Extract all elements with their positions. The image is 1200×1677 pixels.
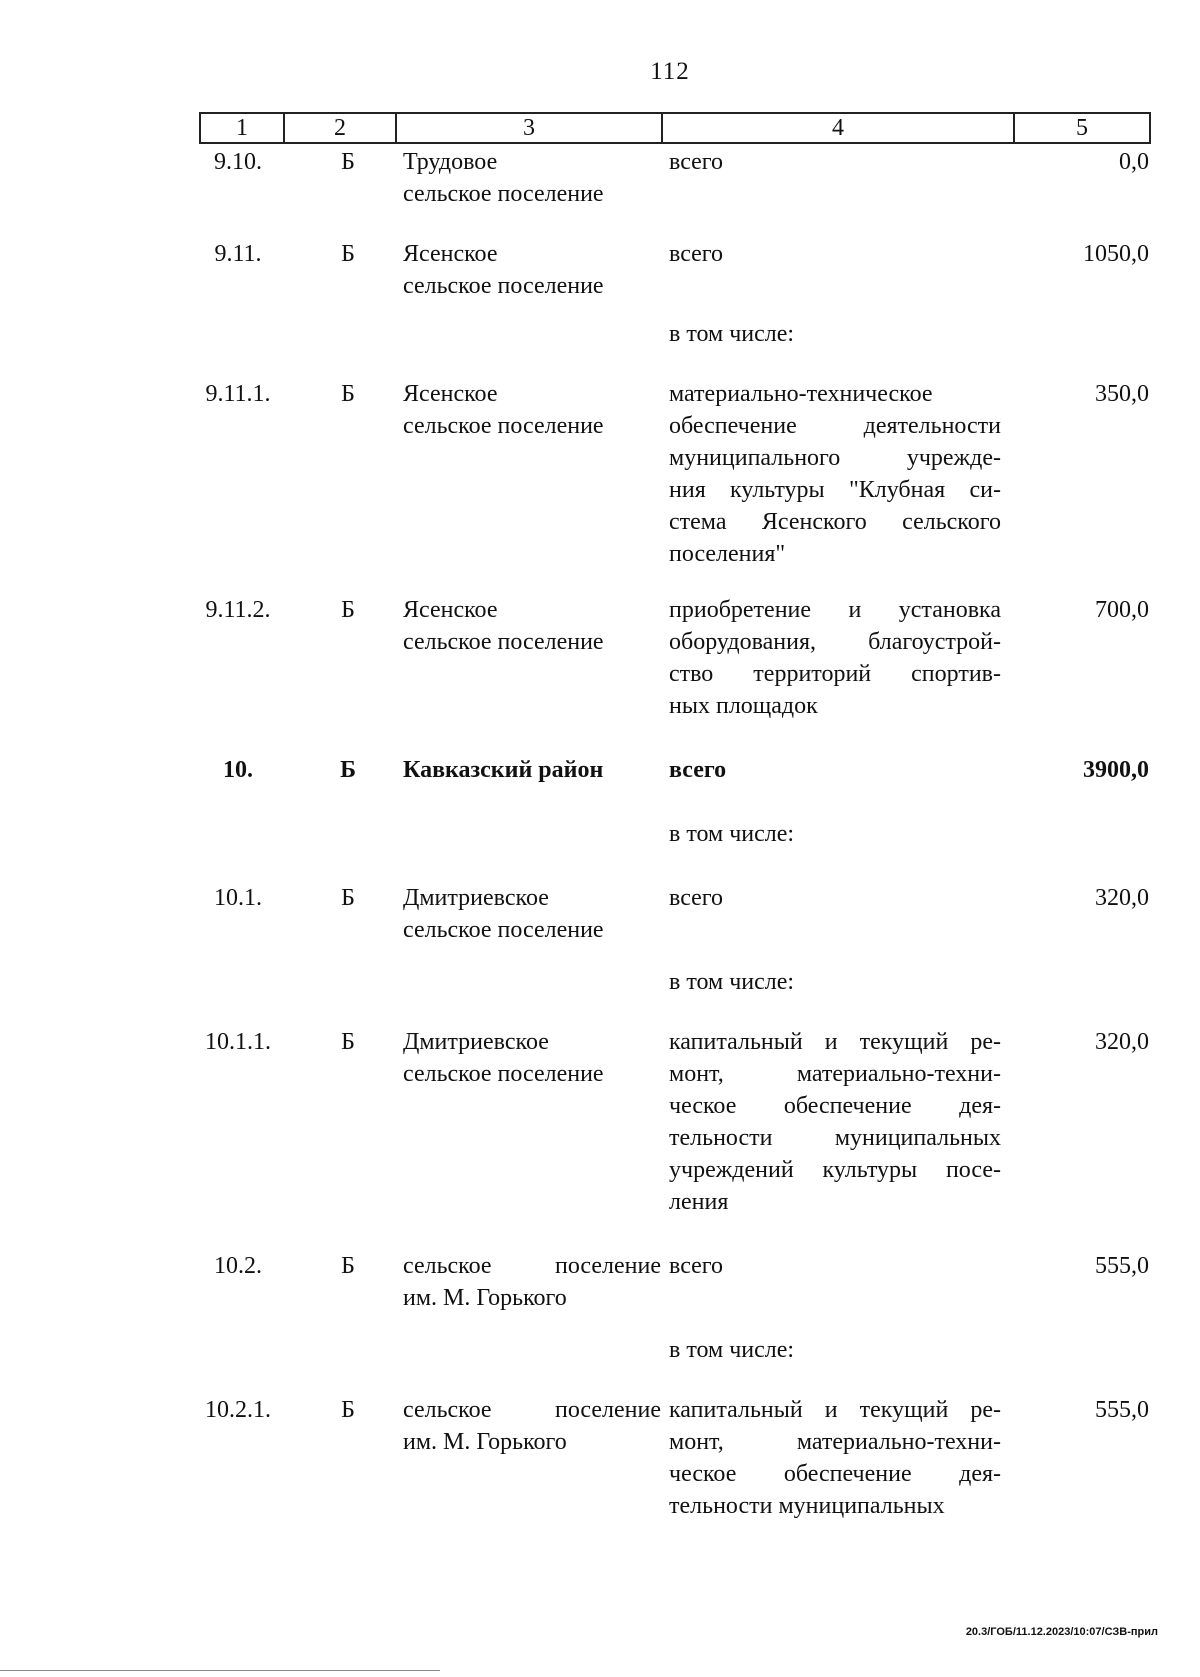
row-description-line: ческое обеспечение дея-	[669, 1093, 1001, 1119]
row-name	[395, 882, 661, 946]
row-description-line: приобретение и установка	[669, 597, 1001, 623]
table-row	[199, 882, 1151, 946]
row-category: Б	[341, 1397, 355, 1423]
table-row	[199, 238, 1151, 302]
row-amount: 555,0	[1095, 1253, 1149, 1279]
document-code: 20.3/ГОБ/11.12.2023/10:07/СЗВ-прил	[965, 1626, 1158, 1638]
row-description-line: всего	[669, 885, 724, 911]
table-row	[199, 594, 1151, 722]
row-name-line: Дмитриевское	[403, 885, 549, 911]
row-name	[395, 238, 661, 302]
row-category	[283, 818, 395, 850]
table-row	[199, 1334, 1151, 1366]
row-name	[395, 1334, 661, 1366]
row-name	[395, 966, 661, 998]
row-name-line: сельское поселение	[403, 1061, 604, 1087]
row-description	[661, 146, 1013, 210]
table-row	[199, 318, 1151, 350]
row-amount: 1050,0	[1083, 241, 1149, 267]
row-category: Б	[341, 597, 355, 623]
row-number	[199, 966, 283, 998]
row-name-line: Дмитриевское	[403, 1029, 549, 1055]
row-amount: 3900,0	[1083, 757, 1149, 783]
row-category: Б	[341, 149, 355, 175]
row-description-line: муниципального учрежде-	[669, 445, 1001, 471]
bottom-divider	[0, 1670, 440, 1671]
row-number: 10.2.	[214, 1253, 262, 1279]
row-description-line: в том числе:	[669, 321, 795, 347]
row-category	[283, 966, 395, 998]
row-amount: 320,0	[1095, 885, 1149, 911]
row-description-line: ных площадок	[669, 693, 818, 719]
row-amount	[1013, 318, 1151, 350]
row-name-line: сельское поселение	[403, 1397, 661, 1423]
row-amount	[1013, 966, 1151, 998]
row-name	[395, 1250, 661, 1314]
row-number: 10.1.	[214, 885, 262, 911]
row-description-line: капитальный и текущий ре-	[669, 1029, 1001, 1055]
row-description-line: всего	[669, 149, 724, 175]
row-description-line: ство территорий спортив-	[669, 661, 1001, 687]
row-description-line: стема Ясенского сельского	[669, 509, 1001, 535]
row-description	[661, 754, 1013, 786]
row-category: Б	[341, 885, 355, 911]
row-name-line: Трудовое	[403, 149, 498, 175]
row-amount: 700,0	[1095, 597, 1149, 623]
row-category: Б	[340, 757, 356, 783]
row-description-line: оборудования, благоустрой-	[669, 629, 1001, 655]
row-name	[395, 594, 661, 722]
table-header	[199, 112, 1151, 144]
row-name-line: сельское поселение	[403, 917, 604, 943]
row-description-line: монт, материально-техни-	[669, 1429, 1001, 1455]
table-row	[199, 1250, 1151, 1314]
row-number: 9.11.1.	[205, 381, 271, 407]
header-col-5: 5	[1076, 115, 1088, 141]
row-number	[199, 318, 283, 350]
row-name	[395, 1026, 661, 1218]
row-number	[199, 1334, 283, 1366]
row-description	[661, 1026, 1013, 1218]
row-description-line: поселения"	[669, 541, 786, 567]
table-row	[199, 754, 1151, 786]
row-description-line: в том числе:	[669, 821, 795, 847]
row-description-line: всего	[669, 1253, 724, 1279]
row-description-line: всего	[669, 757, 727, 783]
row-amount: 350,0	[1095, 381, 1149, 407]
table-row	[199, 378, 1151, 570]
header-col-3: 3	[397, 114, 663, 142]
row-description	[661, 318, 1013, 350]
header-col-1: 1	[201, 114, 285, 142]
table-row	[199, 1394, 1151, 1522]
row-name-line: Ясенское	[403, 597, 498, 623]
row-number: 9.10.	[214, 149, 262, 175]
row-category: Б	[341, 241, 355, 267]
row-description	[661, 594, 1013, 722]
row-category: Б	[341, 1029, 355, 1055]
row-number: 10.2.1.	[205, 1397, 271, 1423]
row-name-line: Ясенское	[403, 241, 498, 267]
row-description-line: в том числе:	[669, 969, 795, 995]
row-description	[661, 378, 1013, 570]
row-name	[395, 378, 661, 570]
row-name-line: сельское поселение	[403, 181, 604, 207]
row-name	[395, 146, 661, 210]
row-name-line: сельское поселение	[403, 413, 604, 439]
table-row	[199, 966, 1151, 998]
row-description	[661, 1334, 1013, 1366]
row-number: 10.1.1.	[205, 1029, 271, 1055]
row-category	[283, 318, 395, 350]
row-category: Б	[341, 381, 355, 407]
table-row	[199, 146, 1151, 210]
row-description-line: материально-техническое	[669, 381, 933, 407]
row-name-line: сельское поселение	[403, 273, 604, 299]
row-description-line: тельности муниципальных	[669, 1493, 945, 1519]
row-amount: 555,0	[1095, 1397, 1149, 1423]
row-description	[661, 1250, 1013, 1314]
row-amount: 320,0	[1095, 1029, 1149, 1055]
row-name	[395, 818, 661, 850]
row-description-line: капитальный и текущий ре-	[669, 1397, 1001, 1423]
row-name-line: им. М. Горького	[403, 1429, 567, 1455]
row-number	[199, 818, 283, 850]
page-number: 112	[650, 58, 690, 85]
row-name	[395, 318, 661, 350]
header-col-2: 2	[285, 114, 397, 142]
row-name-line: сельское поселение	[403, 1253, 661, 1279]
row-description-line: обеспечение деятельности	[669, 413, 1001, 439]
row-name	[395, 754, 661, 786]
row-amount	[1013, 1334, 1151, 1366]
row-number: 9.11.	[214, 241, 262, 267]
row-amount: 0,0	[1119, 149, 1149, 175]
row-description	[661, 882, 1013, 946]
header-col-4: 4	[663, 114, 1015, 142]
row-number: 9.11.2.	[205, 597, 271, 623]
row-description-line: монт, материально-техни-	[669, 1061, 1001, 1087]
row-amount	[1013, 818, 1151, 850]
row-category: Б	[341, 1253, 355, 1279]
row-name-line: им. М. Горького	[403, 1285, 567, 1311]
row-name-line: Ясенское	[403, 381, 498, 407]
row-description-line: ния культуры "Клубная си-	[669, 477, 1001, 503]
row-description-line: учреждений культуры посе-	[669, 1157, 1001, 1183]
row-description-line: в том числе:	[669, 1337, 795, 1363]
row-description-line: ления	[669, 1189, 729, 1215]
row-name	[395, 1394, 661, 1522]
table-row	[199, 818, 1151, 850]
row-description-line: тельности муниципальных	[669, 1125, 1001, 1151]
row-description	[661, 238, 1013, 302]
row-description	[661, 818, 1013, 850]
row-description	[661, 966, 1013, 998]
row-description-line: всего	[669, 241, 724, 267]
row-description-line: ческое обеспечение дея-	[669, 1461, 1001, 1487]
table-row	[199, 1026, 1151, 1218]
row-category	[283, 1334, 395, 1366]
row-name-line: сельское поселение	[403, 629, 604, 655]
row-name-line: Кавказский район	[403, 757, 604, 783]
row-number: 10.	[223, 757, 253, 783]
row-description	[661, 1394, 1013, 1522]
